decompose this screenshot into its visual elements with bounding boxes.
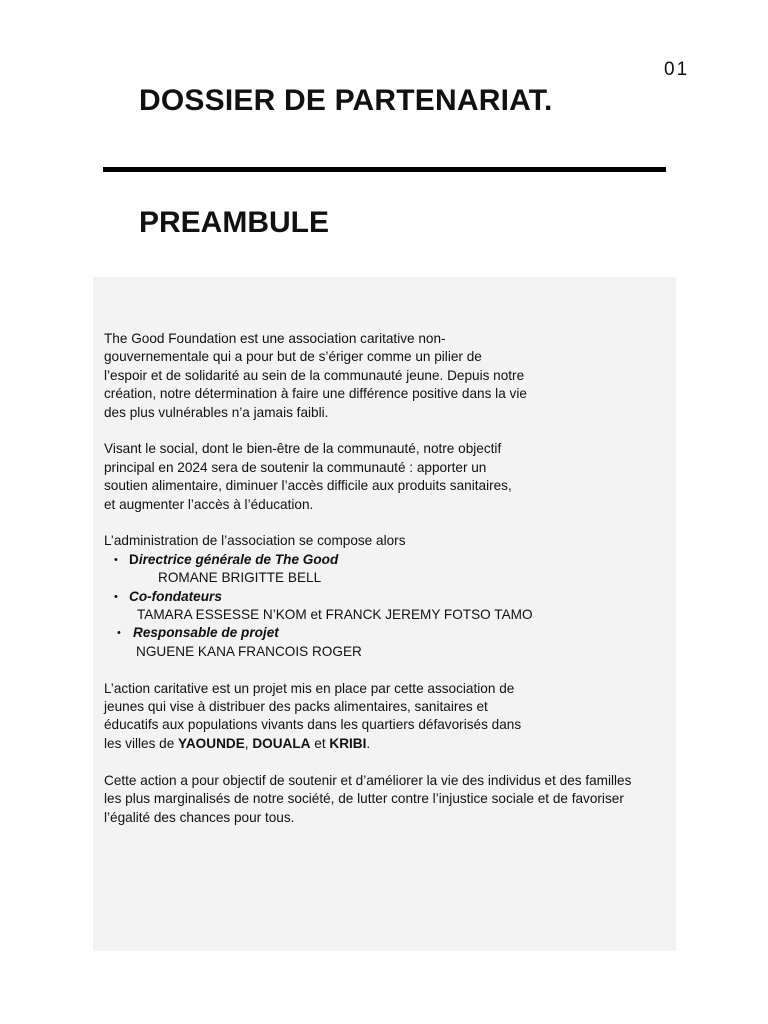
staff-item-project-manager (104, 624, 674, 661)
staff-names: TAMARA ESSESSE N’KOM et FRANCK JEREMY FOTSO TAMO (137, 607, 533, 623)
title-divider (103, 167, 666, 172)
staff-names: NGUENE KANA FRANCOIS ROGER (136, 643, 362, 659)
action-paragraph (104, 680, 674, 754)
section-title: PREAMBULE (139, 206, 330, 239)
administration-intro: L’administration de l’association se compose alors (104, 533, 406, 549)
staff-role-rest: irectrice générale de The Good (138, 551, 339, 567)
bullet-icon: • (114, 553, 118, 566)
document-title: DOSSIER DE PARTENARIAT. (139, 84, 553, 117)
staff-role: Co-fondateurs (129, 588, 222, 604)
city-yaounde: YAOUNDE (178, 735, 245, 751)
staff-names: ROMANE BRIGITTE BELL (158, 570, 322, 586)
bullet-icon: • (117, 627, 121, 640)
city-douala: DOUALA (252, 735, 311, 751)
action-text: L’action caritative est un projet mis en place par cette association de jeunes qui vise à distribuer des packs alimentaires, sanitaires et éducatifs aux populations vivants dans les quartiers défavorisés dans les villes de (104, 680, 522, 751)
goal-paragraph: Cette action a pour objectif de soutenir et d’améliorer la vie des individus et des familles les plus marginalisés de notre société, de lutter contre l’injustice sociale et de favoriser l’égalité des chances pour tous. (104, 772, 632, 825)
intro-paragraph: The Good Foundation est une association caritative non- gouvernementale qui a pour but de s’ériger comme un pilier de l’espoir et de solidarité au sein de la communauté jeune. Depuis notre création, notre détermination à faire une différence positive dans la vie des plus vulnérables n’a jamais faibli. (104, 331, 527, 420)
page-number: 01 (664, 59, 690, 80)
staff-role (104, 551, 674, 569)
staff-role-initial: D (129, 551, 139, 567)
staff-list (104, 551, 674, 661)
objective-paragraph: Visant le social, dont le bien-être de la communauté, notre objectif principal en 2024 sera de soutenir la communauté : apporter un soutien alimentaire, diminuer l’accès difficile aux produits sanitaires, et augmenter l’accès à l’éducation. (104, 441, 512, 512)
staff-role: Responsable de projet (133, 625, 279, 641)
staff-item-cofounders (104, 588, 674, 625)
city-kribi: KRIBI (329, 735, 367, 751)
city-separator: , (244, 735, 253, 751)
city-end: . (366, 735, 371, 751)
preamble-content (104, 330, 674, 845)
city-separator: et (310, 735, 330, 751)
bullet-icon: • (114, 590, 118, 603)
staff-item-director (104, 551, 674, 588)
